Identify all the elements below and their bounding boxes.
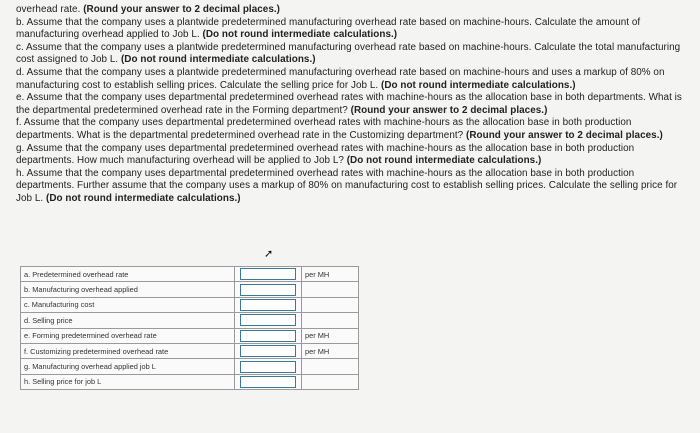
- answer-cell: [235, 374, 302, 389]
- answer-cell: [235, 313, 302, 328]
- answer-table: [20, 266, 359, 390]
- table-row: [21, 297, 359, 312]
- table-row: [21, 282, 359, 297]
- question-instructions: [16, 4, 684, 206]
- table-row: [21, 374, 359, 389]
- unit-label: [302, 374, 359, 389]
- row-label: g. Manufacturing overhead applied job L: [21, 359, 235, 374]
- table-row: [21, 359, 359, 374]
- answer-input[interactable]: [240, 299, 296, 311]
- row-label: e. Forming predetermined overhead rate: [21, 328, 235, 343]
- instruction-d: d. Assume that the company uses a plantwide predetermined manufacturing overhead rate based on machine-hours and uses a markup of 80% on manufacturing cost to establish selling prices. Calculate the selling price for Job L. (Do not round intermediate calculations.): [16, 66, 665, 91]
- row-label: a. Predetermined overhead rate: [21, 267, 235, 282]
- table-row: [21, 267, 359, 282]
- instruction-f: f. Assume that the company uses departmental predetermined overhead rates with machine-hours as the allocation base in both production departments. What is the departmental predetermined overhead rate in the Customizing department? (Round your answer to 2 decimal places.): [16, 117, 663, 141]
- instruction-e: e. Assume that the company uses departmental predetermined overhead rates with machine-hours as the allocation base in both departments. What is the departmental predetermined overhead rate in the Forming department? (Round your answer to 2 decimal places.): [16, 92, 682, 116]
- table-row: [21, 328, 359, 343]
- unit-label: [302, 359, 359, 374]
- row-label: b. Manufacturing overhead applied: [21, 282, 235, 297]
- row-label: f. Customizing predetermined overhead rate: [21, 343, 235, 358]
- unit-label: [302, 297, 359, 312]
- answer-cell: [235, 282, 302, 297]
- row-label: c. Manufacturing cost: [21, 297, 235, 312]
- instruction-g: g. Assume that the company uses departmental predetermined overhead rates with machine-hours as the allocation base in both production departments. How much manufacturing overhead will be applied to Job L? (Do not round intermediate calculations.): [16, 142, 635, 167]
- answer-cell: [235, 297, 302, 312]
- unit-label: per MH: [302, 267, 359, 282]
- answer-input[interactable]: [240, 361, 296, 373]
- instruction-a-tail: overhead rate. (Round your answer to 2 decimal places.): [16, 4, 280, 15]
- answer-input[interactable]: [240, 376, 296, 388]
- row-label: d. Selling price: [21, 313, 235, 328]
- instruction-b: b. Assume that the company uses a plantwide predetermined manufacturing overhead rate based on machine-hours. Calculate the amount of manufacturing overhead applied to Job L. (Do not round intermediate calculations.): [16, 16, 641, 41]
- row-label: h. Selling price for job L: [21, 374, 235, 389]
- answer-input[interactable]: [240, 268, 296, 280]
- answer-input[interactable]: [240, 330, 296, 342]
- unit-label: per MH: [302, 343, 359, 358]
- answer-input[interactable]: [240, 314, 296, 326]
- unit-label: [302, 313, 359, 328]
- answer-input[interactable]: [240, 284, 296, 296]
- unit-label: [302, 282, 359, 297]
- answer-cell: [235, 267, 302, 282]
- table-row: [21, 313, 359, 328]
- answer-cell: [235, 343, 302, 358]
- answer-cell: [235, 328, 302, 343]
- answer-cell: [235, 359, 302, 374]
- table-row: [21, 343, 359, 358]
- mouse-pointer-icon: ➚: [264, 248, 274, 260]
- answer-input[interactable]: [240, 345, 296, 357]
- unit-label: per MH: [302, 328, 359, 343]
- instruction-c: c. Assume that the company uses a plantwide predetermined manufacturing overhead rate based on machine-hours. Calculate the total manufacturing cost assigned to Job L. (Do not round intermediate calculations.): [16, 41, 681, 66]
- instruction-h: h. Assume that the company uses departmental predetermined overhead rates with machine-hours as the allocation base in both production departments. Further assume that the company uses a markup of 80% on manufacturing cost to establish selling prices. Calculate the selling price for Job L. (Do not round intermediate calculations.): [16, 167, 678, 204]
